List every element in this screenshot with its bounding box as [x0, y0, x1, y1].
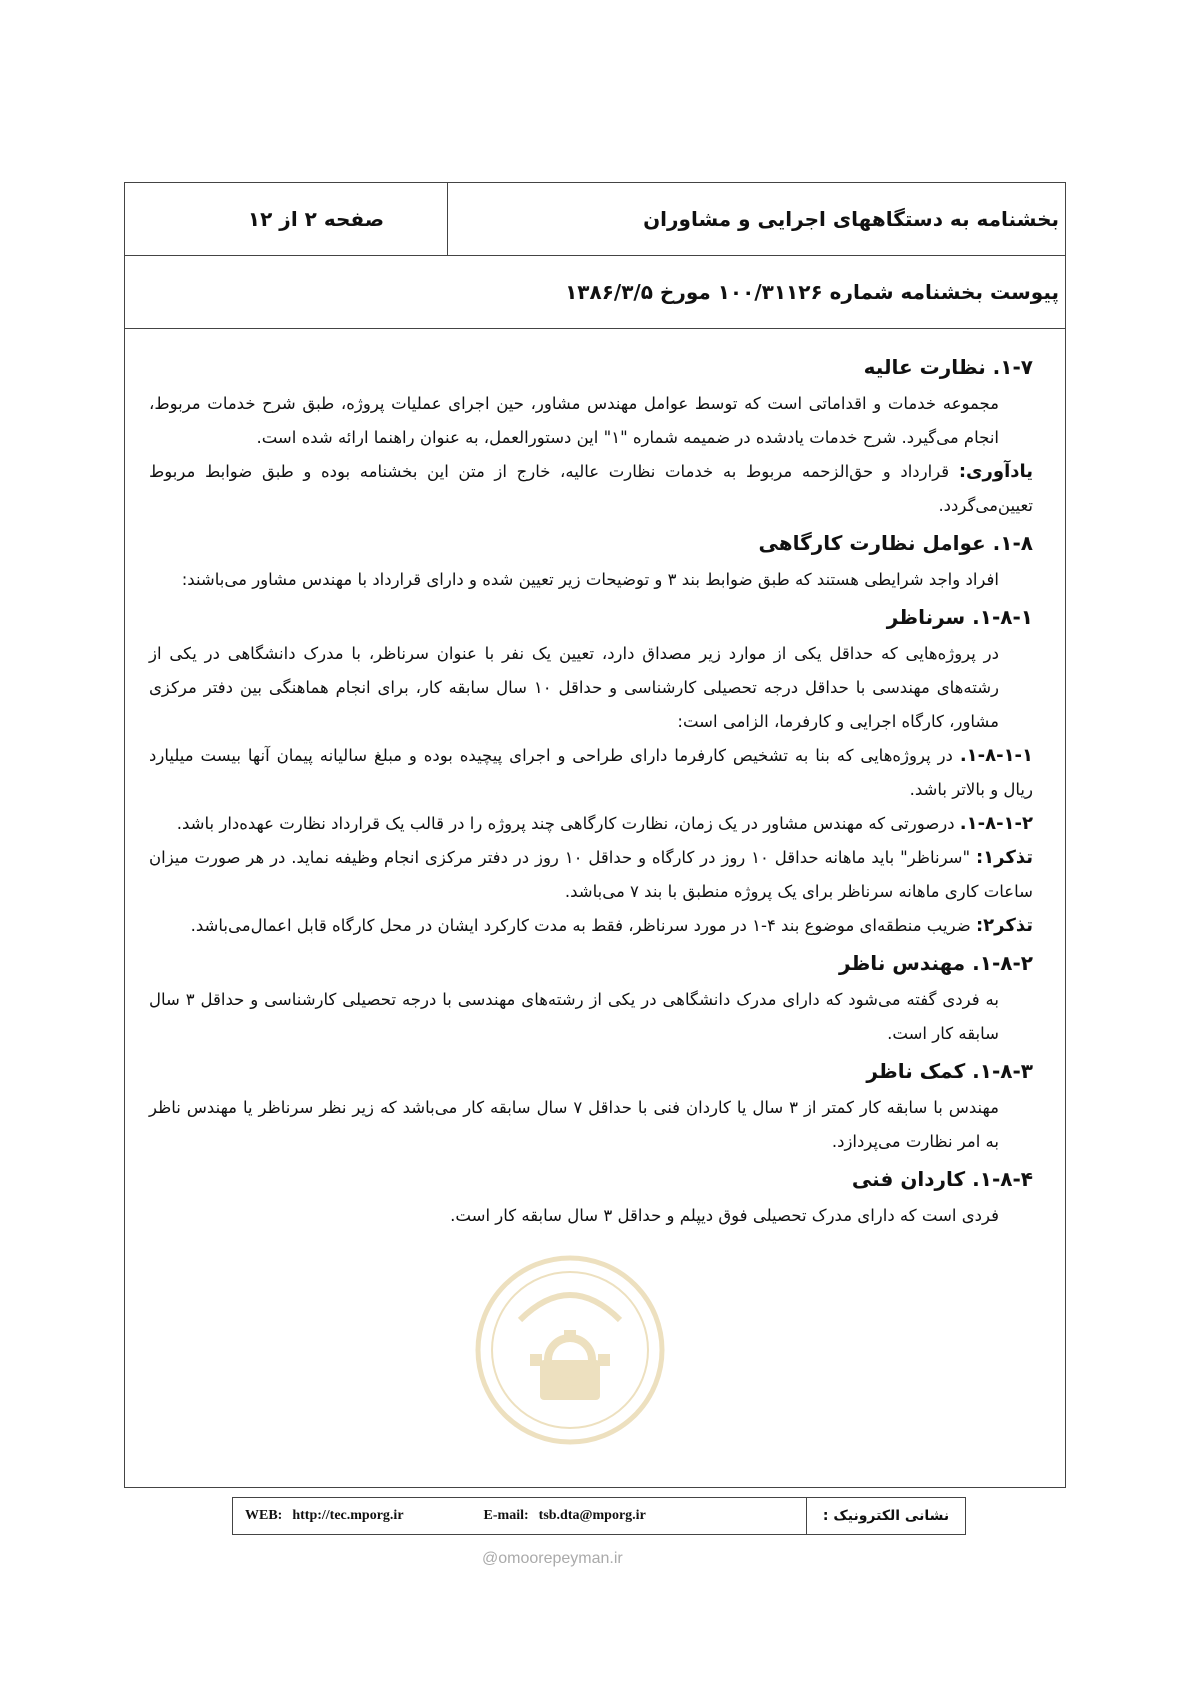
note-label: یادآوری: [958, 461, 1033, 482]
note-label: تذکر۲: [975, 915, 1033, 936]
section-heading: ۱-۸. عوامل نظارت کارگاهی [758, 531, 1033, 555]
note-label: تذکر۱: [975, 847, 1033, 868]
section-heading: ۱-۸-۴. کاردان فنی [851, 1167, 1033, 1191]
body-paragraph: در پروژه‌هایی که حداقل یکی از موارد زیر مصداق دارد، تعیین یک نفر با عنوان سرناظر، با مدرک دانشگاهی در یکی از رشته‌های مهندسی با حداقل درجه تحصیلی کارشناسی و حداقل ۱۰ سال سابقه کار، برای انجام هماهنگی بین دفتر مرکزی مشاور، کارگاه اجرایی و کارفرما، الزامی است: [149, 644, 999, 731]
page-number: صفحه ۲ از ۱۲ [247, 207, 385, 231]
note-text: در پروژه‌هایی که بنا به تشخیص کارفرما دارای طراحی و اجرای پیچیده بوده و مبلغ سالیانه پیمان آنها بیست میلیارد ریال و بالاتر باشد. [149, 746, 1033, 799]
email-link[interactable]: tsb.dta@mporg.ir [538, 1508, 646, 1523]
web-label: WEB: [245, 1508, 283, 1523]
email-label: E-mail: [483, 1508, 529, 1523]
document-body [125, 329, 1065, 1233]
footer-links [233, 1498, 806, 1534]
note-label: ۱-۸-۱-۱. [959, 745, 1034, 766]
note-text: درصورتی که مهندس مشاور در یک زمان، نظارت کارگاهی چند پروژه را در قالب یک قرارداد نظارت عهده‌دار باشد. [176, 814, 955, 833]
note-label: ۱-۸-۱-۲. [959, 813, 1033, 834]
header-row [125, 183, 1065, 256]
footer-contact-box [232, 1497, 966, 1535]
body-paragraph: به فردی گفته می‌شود که دارای مدرک دانشگاهی در یکی از رشته‌های مهندسی با درجه تحصیلی کارشناسی و حداقل ۳ سال سابقه کار است. [149, 990, 999, 1043]
section-heading: ۱-۸-۲. مهندس ناظر [839, 951, 1033, 975]
note-paragraph [149, 739, 1033, 807]
body-paragraph: افراد واجد شرایطی هستند که طبق ضوابط بند ۳ و توضیحات زیر تعیین شده و دارای قرارداد با مهندس مشاور می‌باشند: [181, 570, 999, 589]
annex-title: پیوست بخشنامه شماره ۱۰۰/۳۱۱۲۶ مورخ ۱۳۸۶/۳/۵ [125, 256, 1065, 329]
footer-label: نشانی الکترونیک : [806, 1498, 965, 1534]
document-title: بخشنامه به دستگاههای اجرایی و مشاوران [447, 183, 1065, 255]
note-paragraph [149, 909, 1033, 943]
body-paragraph: مجموعه خدمات و اقداماتی است که توسط عوامل مهندس مشاور، حین اجرای عملیات پروژه، طبق شرح خدمات مربوط، انجام می‌گیرد. شرح خدمات یادشده در ضمیمه شماره "۱" این دستورالعمل، به عنوان راهنما ارائه شده است. [149, 394, 999, 447]
note-paragraph [149, 807, 1033, 841]
page-frame [124, 182, 1066, 1488]
note-text: ضریب منطقه‌ای موضوع بند ۴-۱ در مورد سرناظر، فقط به مدت کارکرد ایشان در محل کارگاه قابل اعمال‌می‌باشد. [190, 916, 971, 935]
note-text: "سرناظر" باید ماهانه حداقل ۱۰ روز در کارگاه و حداقل ۱۰ روز در دفتر مرکزی انجام وظیفه نماید. در هر صورت میزان ساعات کاری ماهانه سرناظر برای یک پروژه منطبق با بند ۷ می‌باشد. [149, 848, 1033, 901]
web-link[interactable]: http://tec.mporg.ir [292, 1508, 404, 1523]
note-text: قرارداد و حق‌الزحمه مربوط به خدمات نظارت عالیه، خارج از متن این بخشنامه بوده و طبق ضوابط مربوط تعیین‌می‌گردد. [149, 462, 1033, 515]
site-watermark-text: @omoorepeyman.ir [482, 1550, 623, 1567]
section-heading: ۱-۷. نظارت عالیه [863, 355, 1033, 379]
body-paragraph: مهندس با سابقه کار کمتر از ۳ سال یا کاردان فنی با حداقل ۷ سال سابقه کار می‌باشد که زیر نظر سرناظر یا مهندس ناظر به امر نظارت می‌پردازد. [149, 1098, 999, 1151]
section-heading: ۱-۸-۱. سرناظر [886, 605, 1033, 629]
note-paragraph [149, 841, 1033, 909]
body-paragraph: فردی است که دارای مدرک تحصیلی فوق دیپلم و حداقل ۳ سال سابقه کار است. [450, 1206, 999, 1225]
section-heading: ۱-۸-۳. کمک ناظر [866, 1059, 1033, 1083]
note-paragraph [149, 455, 1033, 523]
